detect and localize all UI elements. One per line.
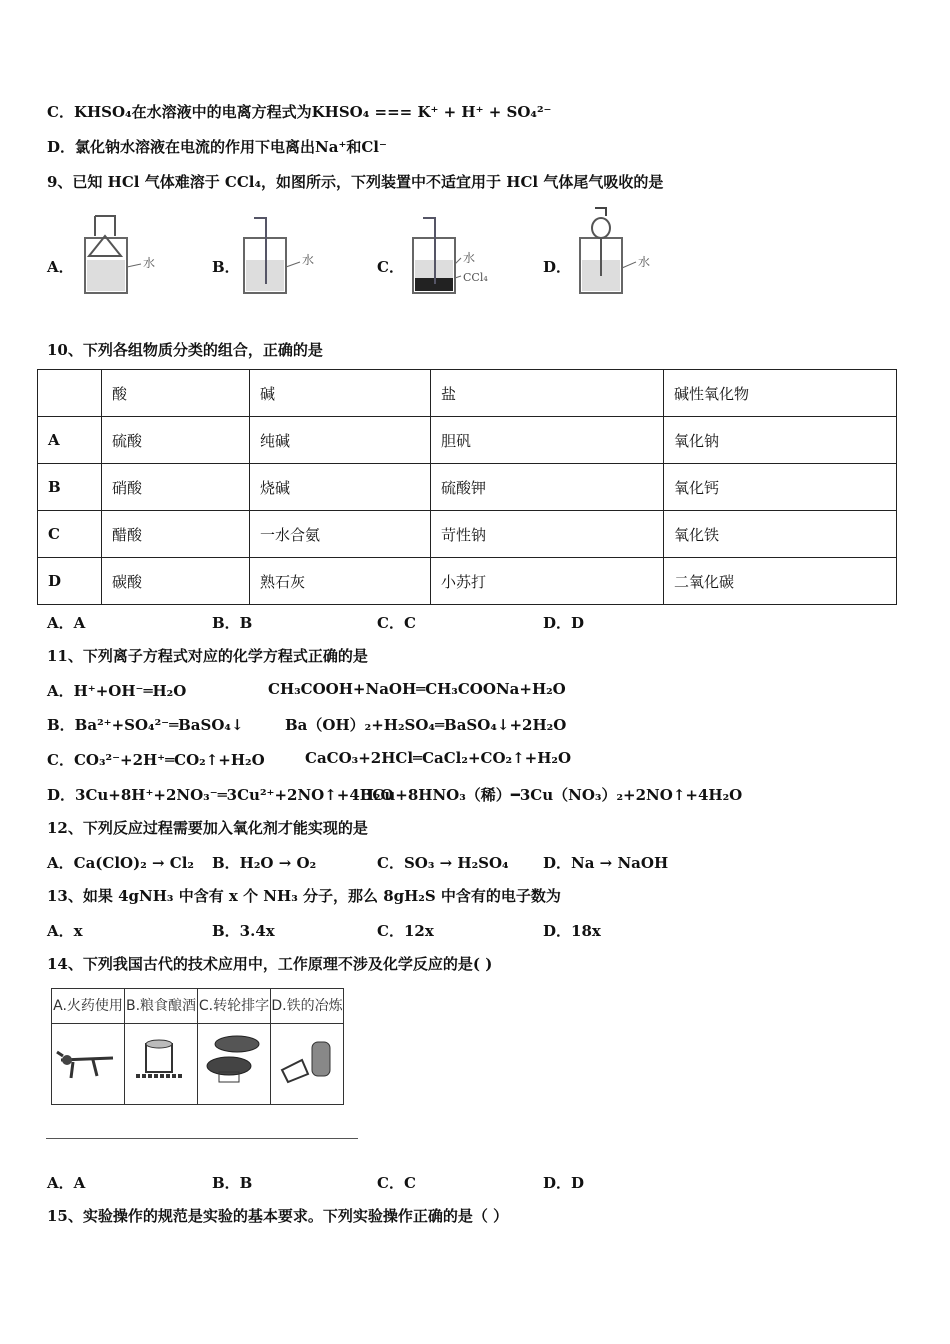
table-cell: 烧碱 (250, 464, 431, 511)
table-cell: A (38, 417, 102, 464)
table-cell: 醋酸 (102, 511, 250, 558)
table-cell: 纯碱 (250, 417, 431, 464)
table-row (38, 558, 897, 605)
q12-stem: 12、下列反应过程需要加入氧化剂才能实现的是 (47, 819, 368, 837)
q9-label-a: A． (47, 258, 74, 276)
q14-option-d: D．D (543, 1174, 585, 1192)
svg-text:水: 水 (638, 255, 651, 269)
q13-option-d: D．18x (543, 922, 601, 940)
q11-stem: 11、下列离子方程式对应的化学方程式正确的是 (47, 647, 368, 665)
q10-option-a: A．A (47, 614, 86, 632)
q9-stem: 9、已知 HCl 气体难溶于 CCl₄，如图所示，下列装置中不适宜用于 HCl 气体尾气吸收的是 (47, 173, 664, 191)
q9-beaker-c (405, 212, 505, 297)
q10-option-b: B．B (212, 614, 253, 632)
q14-cell-c: C.转轮排字 (198, 989, 271, 1024)
q9-water-label: 水 (143, 256, 156, 270)
table-cell: D (38, 558, 102, 605)
q9-beaker-a (75, 212, 165, 297)
table-cell: 硫酸 (102, 417, 250, 464)
q9-beaker-b (236, 212, 326, 297)
movable-type-icon (198, 1024, 271, 1105)
q14-option-c: C．C (377, 1174, 416, 1192)
table-row (38, 464, 897, 511)
table-cell: B (38, 464, 102, 511)
q14-cell-a: A.火药使用 (52, 989, 125, 1024)
table-cell: 硫酸钾 (431, 464, 664, 511)
table-header-cell (38, 370, 102, 417)
table-cell: 碳酸 (102, 558, 250, 605)
svg-text:水: 水 (302, 253, 315, 267)
q14-option-a: A．A (47, 1174, 86, 1192)
table-cell: 熟石灰 (250, 558, 431, 605)
q8-option-c: C．KHSO₄在水溶液中的电离方程式为KHSO₄ === K⁺ + H⁺ + SO₄²⁻ (47, 103, 552, 121)
q8-option-d: D．氯化钠水溶液在电流的作用下电离出Na⁺和Cl⁻ (47, 138, 387, 156)
q11-option-a-ionic: A．H⁺+OH⁻═H₂O (47, 682, 187, 700)
svg-text:水: 水 (463, 251, 476, 265)
table-cell: 氧化钠 (664, 417, 897, 464)
q10-stem: 10、下列各组物质分类的组合，正确的是 (47, 341, 323, 359)
q14-stem: 14、下列我国古代的技术应用中，工作原理不涉及化学反应的是( ) (47, 955, 493, 973)
table-cell: 氧化钙 (664, 464, 897, 511)
table-header-cell: 酸 (102, 370, 250, 417)
q12-option-b: B．H₂O → O₂ (212, 854, 317, 872)
q11-option-c-ionic: C．CO₃²⁻+2H⁺═CO₂↑+H₂O (47, 751, 265, 769)
q13-option-b: B．3.4x (212, 922, 275, 940)
table-header-cell: 盐 (431, 370, 664, 417)
table-cell: 二氧化碳 (664, 558, 897, 605)
table-header-cell: 碱 (250, 370, 431, 417)
q14-cell-d: D.铁的冶炼 (271, 989, 344, 1024)
q9-beaker-d (570, 206, 660, 301)
q14-option-b: B．B (212, 1174, 253, 1192)
q13-option-a: A．x (47, 922, 83, 940)
table-cell: 氧化铁 (664, 511, 897, 558)
iron-smelting-icon (271, 1024, 344, 1105)
q11-option-d-chem: 3Cu+8HNO₃（稀）━3Cu（NO₃）₂+2NO↑+4H₂O (362, 786, 743, 804)
q12-option-a: A．Ca(ClO)₂ → Cl₂ (47, 854, 194, 872)
gunpowder-icon (52, 1024, 125, 1105)
q9-label-b: B． (212, 258, 240, 276)
q14-cell-b: B.粮食酿酒 (125, 989, 198, 1024)
q11-option-d-ionic: D．3Cu+8H⁺+2NO₃⁻═3Cu²⁺+2NO↑+4H₂O (47, 786, 394, 804)
q13-option-c: C．12x (377, 922, 434, 940)
divider (46, 1138, 358, 1139)
q10-option-d: D．D (543, 614, 585, 632)
q10-option-c: C．C (377, 614, 416, 632)
table-cell: 胆矾 (431, 417, 664, 464)
q11-option-b-ionic: B．Ba²⁺+SO₄²⁻═BaSO₄↓ (47, 716, 244, 734)
table-row (38, 417, 897, 464)
q14-image-table (51, 988, 344, 1105)
table-cell: 苛性钠 (431, 511, 664, 558)
table-header-cell: 碱性氧化物 (664, 370, 897, 417)
brewing-icon (125, 1024, 198, 1105)
q11-option-a-chem: CH₃COOH+NaOH═CH₃COONa+H₂O (268, 680, 566, 698)
q11-option-b-chem: Ba（OH）₂+H₂SO₄═BaSO₄↓+2H₂O (285, 716, 567, 734)
table-row (38, 511, 897, 558)
q13-stem: 13、如果 4gNH₃ 中含有 x 个 NH₃ 分子，那么 8gH₂S 中含有的电子数为 (47, 887, 561, 905)
q9-label-c: C． (377, 258, 404, 276)
q9-ccl4-label: CCl₄ (463, 271, 488, 284)
table-cell: 一水合氨 (250, 511, 431, 558)
table-cell: 硝酸 (102, 464, 250, 511)
q15-stem: 15、实验操作的规范是实验的基本要求。下列实验操作正确的是（ ） (47, 1207, 509, 1225)
q11-option-c-chem: CaCO₃+2HCl═CaCl₂+CO₂↑+H₂O (305, 749, 572, 767)
table-cell: 小苏打 (431, 558, 664, 605)
q10-table (37, 369, 897, 605)
q9-label-d: D． (543, 258, 572, 276)
q12-option-c: C．SO₃ → H₂SO₄ (377, 854, 509, 872)
q12-option-d: D．Na → NaOH (543, 854, 669, 872)
table-header-row (38, 370, 897, 417)
table-cell: C (38, 511, 102, 558)
